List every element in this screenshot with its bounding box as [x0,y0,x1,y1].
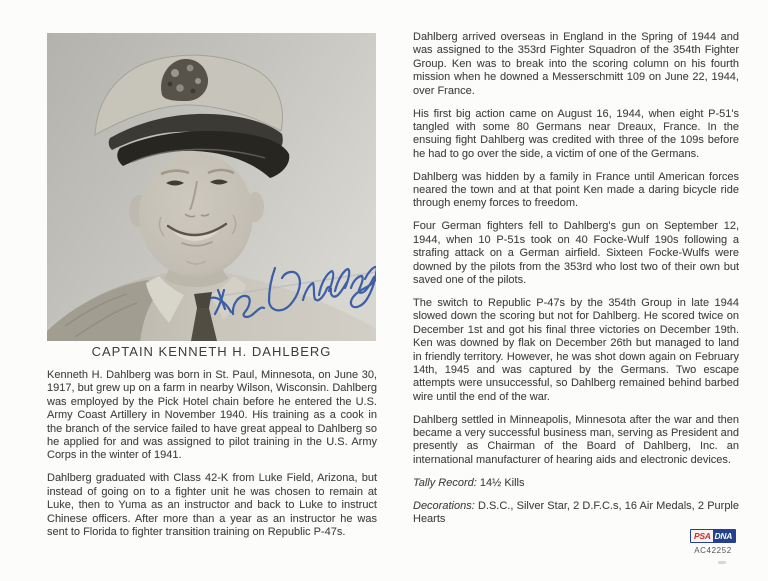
bio-paragraph: Kenneth H. Dahlberg was born in St. Paul, Minnesota, on June 30, 1917, but grew up on a farm in nearby Wilson, Wisconsin. Dahlberg was employed by the Pick Hotel chain before he entered the U.S. Army Coast Artillery in November 1940. His training as a cook in the branch of the service failed to have great appeal to Dahlberg so he applied for and was assigned to pilot training in the U.S. Army Corps in the winter of 1941. [47,369,377,462]
dna-logo-text: DNA [713,530,736,542]
portrait-photo [47,33,376,341]
bio-paragraph: His first big action came on August 16, 1944, when eight P-51's tangled with some 80 Germans near Dreaux, France. In the ensuing fight Dahlberg was credited with three of the 109s before he had to go over the side, a victim of one of the Germans. [413,107,739,160]
bio-paragraph: Dahlberg settled in Minneapolis, Minnesota after the war and then became a very successful business man, serving as President and presently as Chairman of the Board of Dahlberg, Inc. an international manufacturer of hearing aids and electronic devices. [413,413,739,466]
portrait-illustration [47,33,376,341]
decorations-line [413,500,739,527]
psa-logo-text: PSA [693,531,711,541]
right-column [413,31,739,536]
bio-paragraph: Four German fighters fell to Dahlberg's gun on September 12, 1944, when 10 P-51s took on 40 Focke-Wulf 190s following a strafing attack on a German airfield. Sixteen Focke-Wulfs were downed by the pilots from the 353rd who lost two of their own but saved one of the pilots. [413,220,739,286]
photo-caption: CAPTAIN KENNETH H. DAHLBERG [91,344,332,359]
tally-record-label: Tally Record: [413,476,477,489]
left-column [47,369,377,549]
bio-paragraph: Dahlberg arrived overseas in England in the Spring of 1944 and was assigned to the 353rd Fighter Squadron of the 354th Fighter Group. Ken was to break into the scoring column on his fourth mission when he downed a Messerschmitt 109 on June 22, 1944, over France. [413,31,739,97]
psa-dna-stamp [684,526,742,555]
scan-smudge [718,561,726,564]
psa-dna-logo-icon [690,529,736,543]
bio-paragraph: Dahlberg graduated with Class 42-K from Luke Field, Arizona, but instead of going on to a fighter unit he was chosen to remain at Luke, then to Yuma as an instructor and back to Luke to instruct Chinese officers. After more than a year as an instructor he was sent to Florida to fighter transition training on Republic P-47s. [47,472,377,538]
cert-number: AC42252 [694,546,732,555]
tally-record-value: 14½ Kills [479,476,525,489]
bio-paragraph: Dahlberg was hidden by a family in France until American forces neared the town and at that point Ken made a daring bicycle ride through enemy forces to freedom. [413,170,739,210]
decorations-label: Decorations: [413,499,475,512]
bio-paragraph: The switch to Republic P-47s by the 354th Group in late 1944 slowed down the scoring but not for Dahlberg. He scored twice on December 1st and got his final three victories on December 19th. Ken was downed by flak on December 26th but managed to land in friendly territory. However, he was shot down again on February 14th, 1945 and was captured by the Germans. Two escape attempts were unsuccessful, so Dahlberg remained behind barbed wire until the end of the war. [413,296,739,403]
tally-record-line [413,477,739,490]
decorations-value: D.S.C., Silver Star, 2 D.F.C.s, 16 Air Medals, 2 Purple Hearts [413,499,739,526]
